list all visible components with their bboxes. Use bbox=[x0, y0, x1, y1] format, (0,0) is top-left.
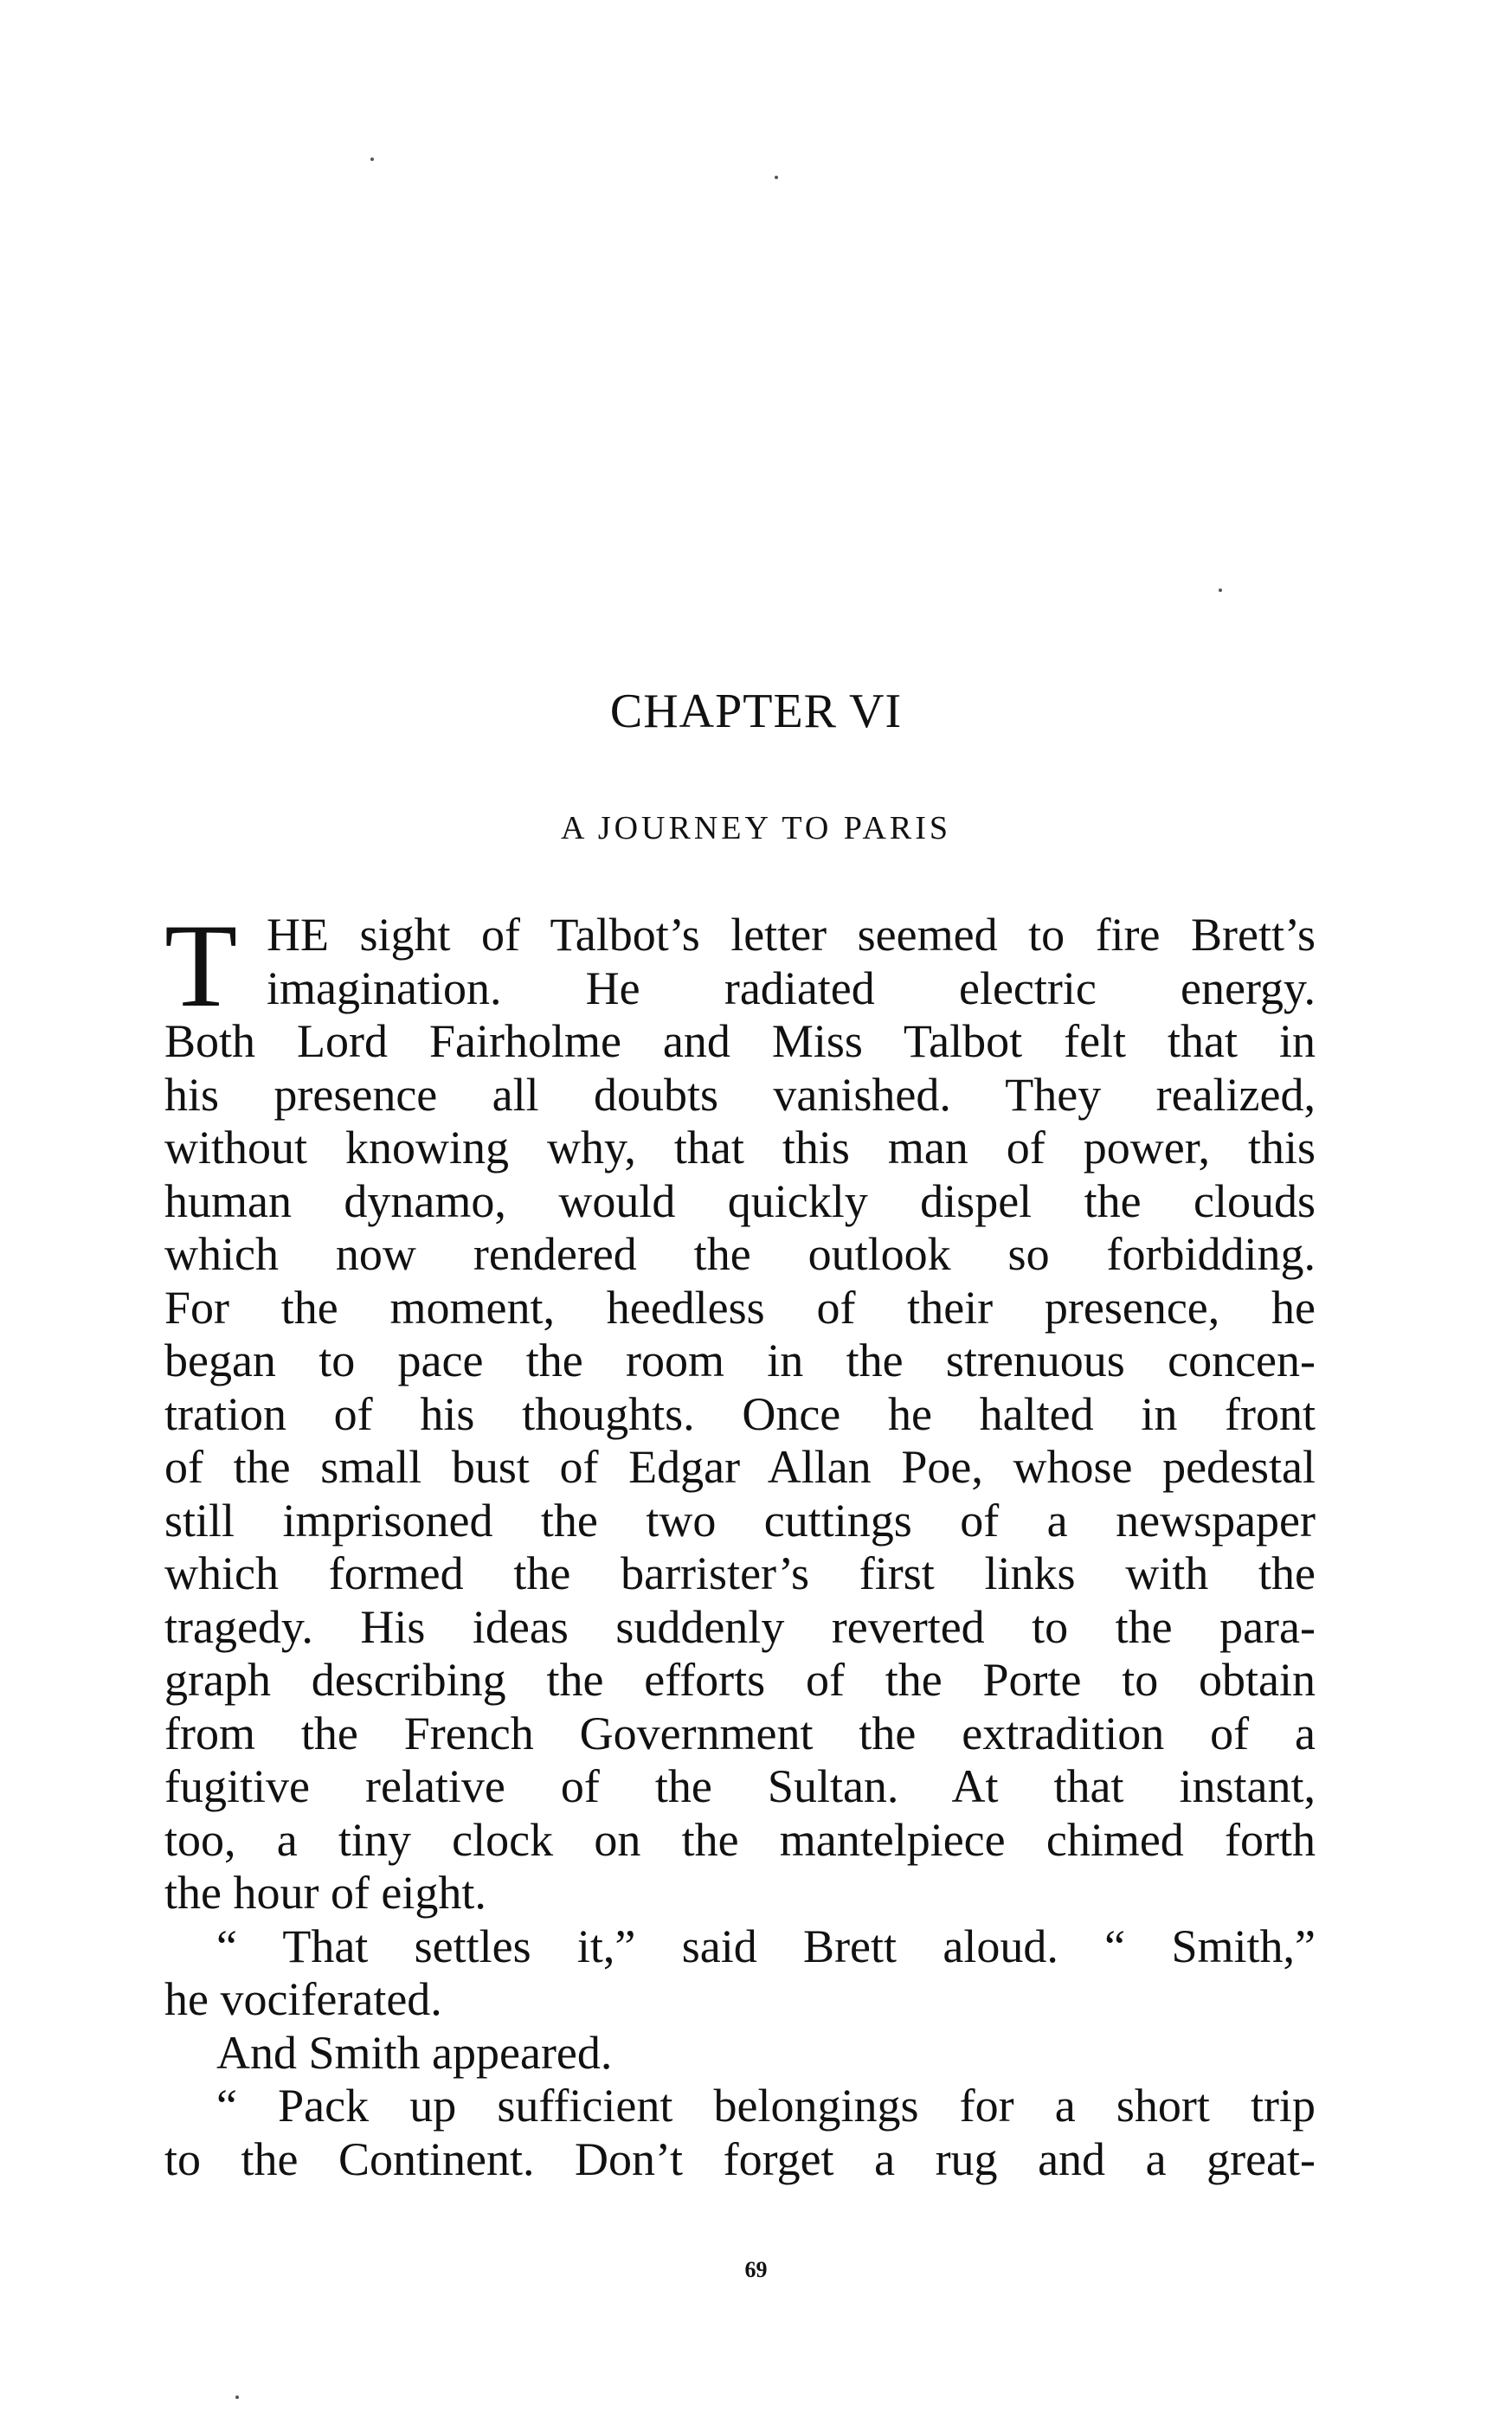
chapter-body bbox=[164, 899, 1316, 2186]
text-line: tragedy. His ideas suddenly reverted to the para- bbox=[164, 1600, 1316, 1653]
paper-speck bbox=[1219, 588, 1222, 592]
paper-speck bbox=[370, 158, 374, 161]
text-line: Both Lord Fairholme and Miss Talbot felt that in bbox=[164, 1015, 1316, 1067]
text-line: his presence all doubts vanished. They realized, bbox=[164, 1068, 1316, 1121]
paper-speck bbox=[235, 2396, 239, 2399]
drop-cap: T bbox=[164, 899, 238, 1032]
chapter-subtitle: A JOURNEY TO PARIS bbox=[560, 810, 952, 846]
text-line: from the French Government the extradition of a bbox=[164, 1707, 1316, 1759]
text-line: tration of his thoughts. Once he halted in front bbox=[164, 1387, 1316, 1440]
text-line: he vociferated. bbox=[164, 1973, 442, 2025]
text-line: human dynamo, would quickly dispel the clouds bbox=[164, 1174, 1316, 1227]
text-line: And Smith appeared. bbox=[216, 2026, 613, 2079]
text-line: imagination. He radiated electric energy. bbox=[267, 961, 1316, 1014]
text-line: “ That settles it,” said Brett aloud. “ Smith,” bbox=[216, 1920, 1316, 1972]
text-line: graph describing the efforts of the Porte to obtain bbox=[164, 1654, 1316, 1706]
text-line: began to pace the room in the strenuous concen- bbox=[164, 1334, 1316, 1386]
text-line: HE sight of Talbot’s letter seemed to fire Brett’s bbox=[267, 909, 1316, 961]
text-line: For the moment, heedless of their presence, he bbox=[164, 1281, 1316, 1334]
page-number: 69 bbox=[744, 2257, 768, 2282]
text-line: the hour of eight. bbox=[164, 1867, 486, 1919]
text-line: fugitive relative of the Sultan. At that instant, bbox=[164, 1760, 1316, 1812]
text-line: which formed the barrister’s first links with the bbox=[164, 1547, 1316, 1599]
text-line: which now rendered the outlook so forbidding. bbox=[164, 1228, 1316, 1280]
chapter-title: CHAPTER VI bbox=[609, 685, 903, 738]
text-line: of the small bust of Edgar Allan Poe, whose pedestal bbox=[164, 1441, 1316, 1493]
text-line: without knowing why, that this man of power, this bbox=[164, 1122, 1316, 1174]
text-line: still imprisoned the two cuttings of a newspaper bbox=[164, 1494, 1316, 1547]
text-line: too, a tiny clock on the mantelpiece chimed forth bbox=[164, 1813, 1316, 1866]
text-line: “ Pack up sufficient belongings for a short trip bbox=[216, 2080, 1316, 2132]
text-line: to the Continent. Don’t forget a rug and a great- bbox=[164, 2132, 1316, 2185]
paper-speck bbox=[775, 176, 778, 179]
